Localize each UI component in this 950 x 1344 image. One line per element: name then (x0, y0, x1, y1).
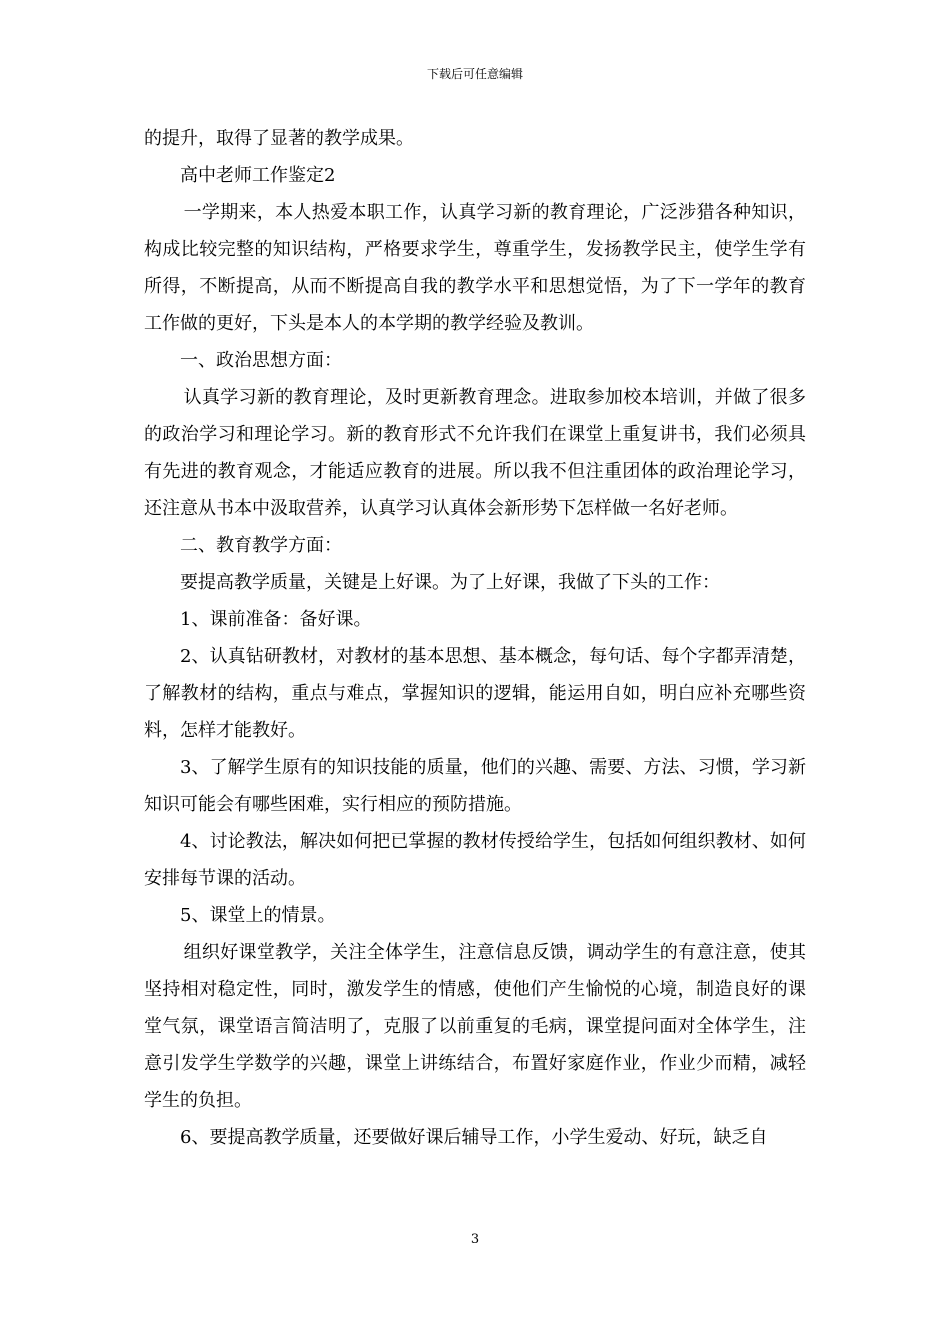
list-item: 4、讨论教法，解决如何把已掌握的教材传授给学生，包括如何组织教材、如何安排每节课的活动。 (144, 831, 806, 889)
paragraph: 一学期来，本人热爱本职工作，认真学习新的教育理论，广泛涉猎各种知识，构成比较完整的知识结构，严格要求学生，尊重学生，发扬教学民主，使学生学有所得，不断提高，从而不断提高自我的教学水平和思想觉悟，为了下一学年的教育工作做的更好，下头是本人的本学期的教学经验及教训。 (144, 202, 806, 334)
paragraph: 组织好课堂教学，关注全体学生，注意信息反馈，调动学生的有意注意，使其坚持相对稳定性，同时，激发学生的情感，使他们产生愉悦的心境，制造良好的课堂气氛，课堂语言简洁明了，克服了以前重复的毛病，课堂提问面对全体学生，注意引发学生学数学的兴趣，课堂上讲练结合，布置好家庭作业，作业少而精，减轻学生的负担。 (144, 942, 806, 1111)
section-title: 高中老师工作鉴定2 (180, 165, 336, 186)
section-heading: 二、教育教学方面： (180, 535, 342, 556)
list-item: 1、课前准备：备好课。 (180, 609, 372, 630)
page-header: 下载后可任意编辑 (426, 67, 523, 81)
page-number: 3 (470, 1232, 480, 1247)
list-item: 3、了解学生原有的知识技能的质量，他们的兴趣、需要、方法、习惯，学习新知识可能会有哪些困难，实行相应的预防措施。 (144, 757, 806, 815)
list-item: 5、课堂上的情景。 (180, 905, 336, 926)
list-item: 6、要提高教学质量，还要做好课后辅导工作，小学生爱动、好玩，缺乏自 (180, 1127, 768, 1148)
document-body (144, 120, 806, 1156)
section-heading: 一、政治思想方面： (180, 350, 342, 371)
paragraph: 要提高教学质量，关键是上好课。为了上好课，我做了下头的工作： (180, 572, 720, 593)
list-item: 2、认真钻研教材，对教材的基本思想、基本概念，每句话、每个字都弄清楚，了解教材的结构，重点与难点，掌握知识的逻辑，能运用自如，明白应补充哪些资料，怎样才能教好。 (144, 646, 806, 741)
paragraph: 的提升，取得了显著的教学成果。 (144, 128, 414, 149)
paragraph: 认真学习新的教育理论，及时更新教育理念。进取参加校本培训，并做了很多的政治学习和理论学习。新的教育形式不允许我们在课堂上重复讲书，我们必须具有先进的教育观念，才能适应教育的进展。所以我不但注重团体的政治理论学习，还注意从书本中汲取营养，认真学习认真体会新形势下怎样做一名好老师。 (144, 387, 806, 519)
